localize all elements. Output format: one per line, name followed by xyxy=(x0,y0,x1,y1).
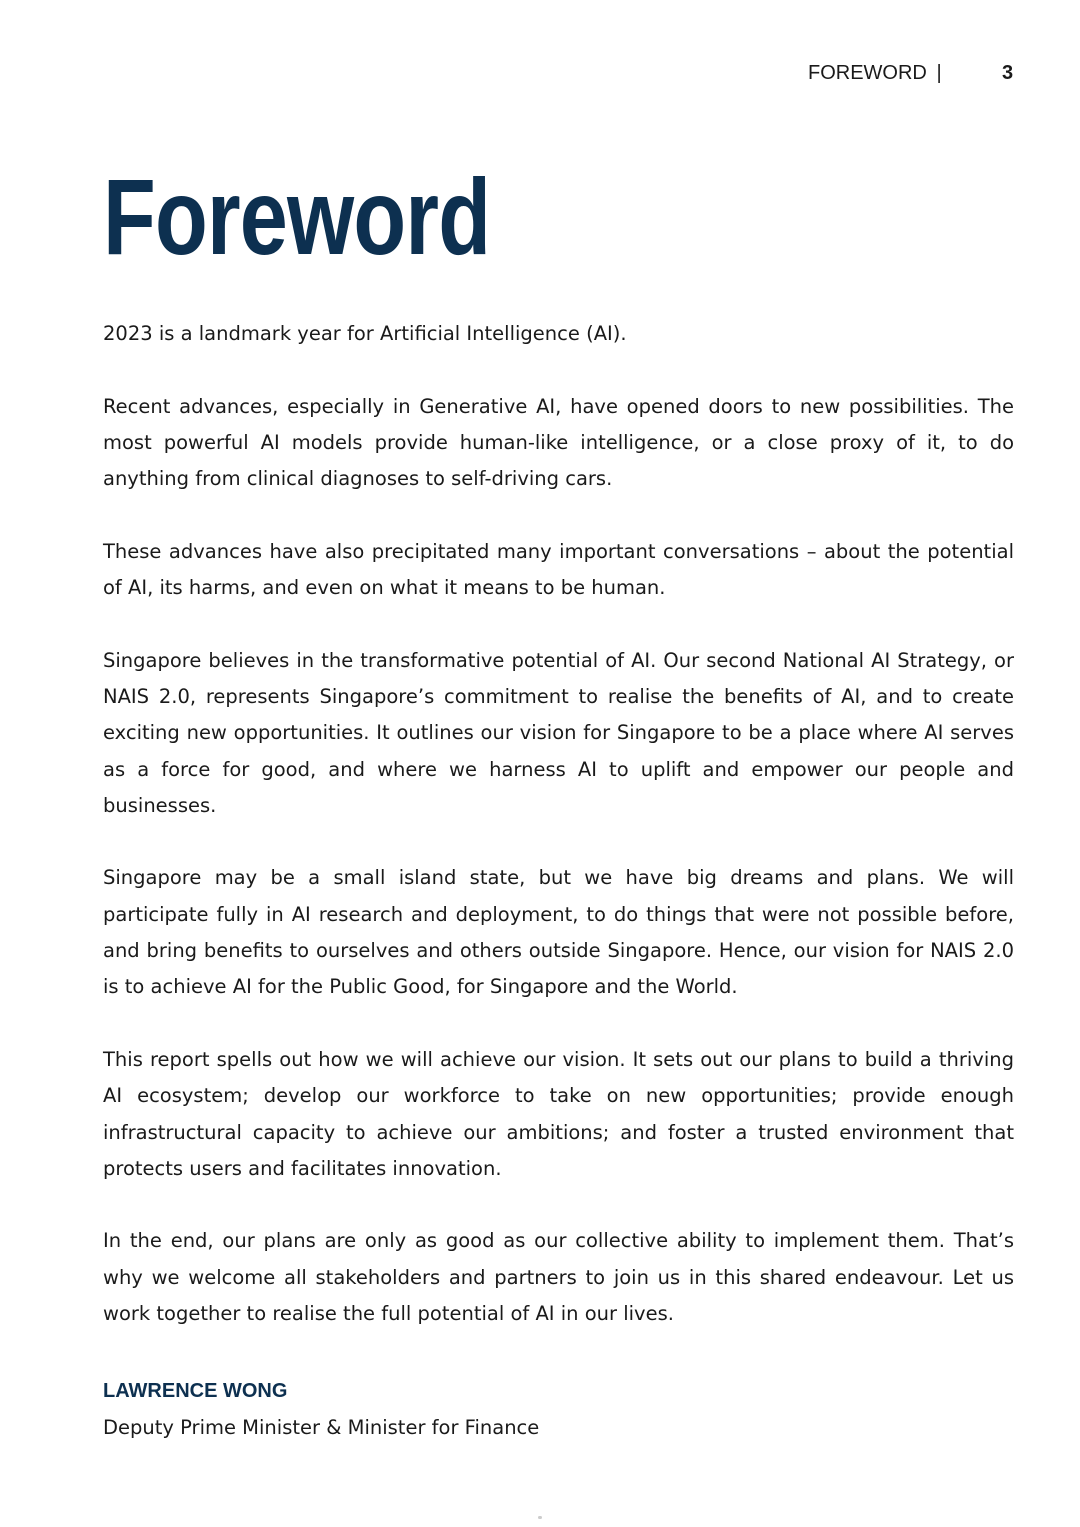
foreword-body xyxy=(103,316,1014,1369)
paragraph: This report spells out how we will achieve our vision. It sets out our plans to build a thriving AI ecosystem; develop our workforce to take on new opportunities; provide enough infrastructural capacity to achieve our ambitions; and foster a trusted environment that protects users and facilitates innovation. xyxy=(103,1047,1014,1180)
paragraph: These advances have also precipitated many important conversations – about the potential of AI, its harms, and even on what it means to be human. xyxy=(103,539,1014,600)
signatory-role: Deputy Prime Minister & Minister for Finance xyxy=(103,1416,540,1439)
section-label: FOREWORD xyxy=(808,62,927,84)
paragraph: Recent advances, especially in Generative AI, have opened doors to new possibilities. The most powerful AI models provide human-like intelligence, or a close proxy of it, to do anything from clinical diagnoses to self-driving cars. xyxy=(103,394,1014,491)
paragraph: In the end, our plans are only as good as our collective ability to implement them. That’s why we welcome all stakeholders and partners to join us in this shared endeavour. Let us work together to realise the full potential of AI in our lives. xyxy=(103,1229,1014,1326)
running-header xyxy=(808,62,942,85)
signatory-name: LAWRENCE WONG xyxy=(103,1380,288,1402)
paragraph: Singapore believes in the transformative potential of AI. Our second National AI Strategy, or NAIS 2.0, represents Singapore’s commitment to realise the benefits of AI, and to create exciting new opportunities. It outlines our vision for Singapore to be a place where AI serves as a force for good, and where we harness AI to uplift and empower our people and businesses. xyxy=(103,648,1014,817)
paragraph: Singapore may be a small island state, but we have big dreams and plans. We will participate fully in AI research and deployment, to do things that were not possible before, and bring benefits to ourselves and others outside Singapore. Hence, our vision for NAIS 2.0 is to achieve AI for the Public Good, for Singapore and the World. xyxy=(103,866,1014,999)
header-separator: | xyxy=(936,62,942,84)
paragraph: 2023 is a landmark year for Artificial Intelligence (AI). xyxy=(103,322,627,345)
page-marker xyxy=(538,1516,542,1519)
page-number: 3 xyxy=(1002,62,1014,84)
page-title: Foreword xyxy=(103,156,491,277)
